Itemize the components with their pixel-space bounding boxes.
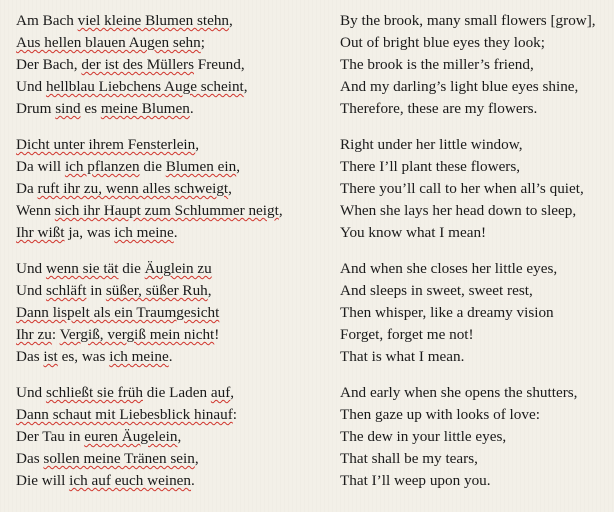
german-verse-line [16,200,283,222]
german-verse-line [16,426,283,448]
verse-text: die [139,158,166,175]
verse-text: Das [16,450,44,467]
spellcheck-flagged-text[interactable]: Vergiß, vergiß mein nicht [59,326,215,343]
spellcheck-flagged-text[interactable]: ich meine [114,224,174,241]
spellcheck-flagged-text[interactable]: Aus hellen blauen Augen sehn [16,34,201,51]
verse-text: . [168,348,173,365]
spellcheck-flagged-text[interactable]: ich meine [109,348,169,365]
english-verse-line: Out of bright blue eyes they look; [340,34,545,51]
spellcheck-flagged-text[interactable]: wenn sie tät [45,260,119,277]
german-verse-line [16,54,283,76]
german-verse-line [16,324,283,346]
spellcheck-flagged-text[interactable]: sich ihr Haupt zum Schlummer neigt [54,202,279,219]
verse-text: , [194,450,199,467]
english-stanza [340,10,596,120]
english-translation-column[interactable] [340,10,596,506]
spellcheck-flagged-text[interactable]: sollen meine Tränen sein [43,450,195,467]
verse-text: , [228,180,232,197]
spellcheck-flagged-text[interactable]: süßer, süßer Ruh [105,282,208,299]
spellcheck-flagged-text[interactable]: Ihr wißt [16,224,65,241]
verse-text: die [118,260,145,277]
verse-text: , [278,202,283,219]
spellcheck-flagged-text[interactable]: Dann lispelt als ein Traumgesicht [16,304,220,321]
english-verse-line: You know what I mean! [340,224,487,241]
verse-text: , [243,78,248,95]
german-verse-line [16,222,283,244]
spellcheck-flagged-text[interactable]: ruft ihr zu, wenn alles schweigt [37,180,229,197]
english-stanza [340,134,596,244]
verse-text: ! [214,326,220,343]
verse-text: , [195,136,200,153]
german-stanza [16,258,283,368]
spellcheck-flagged-text[interactable]: meine Blumen [100,100,190,117]
verse-text: Und [16,78,46,95]
verse-text: es [80,100,101,117]
german-verse-line [16,10,283,32]
spellcheck-flagged-text[interactable]: ich pflanzen [64,158,140,175]
german-verse-line [16,156,283,178]
spellcheck-flagged-text[interactable]: der ist des Müllers [81,56,194,73]
verse-text: ; [200,34,205,51]
english-verse-line: The brook is the miller’s friend, [340,56,534,73]
verse-text: Und [16,260,46,277]
german-verse-line [16,382,283,404]
english-verse-line: Therefore, these are my flowers. [340,100,538,117]
verse-text: Das [16,348,44,365]
verse-text: Freund, [194,56,245,73]
english-verse-line: Forget, forget me not! [340,326,474,343]
spellcheck-flagged-text[interactable]: Ihr zu [16,326,52,343]
verse-text: Da will [16,158,65,175]
spellcheck-flagged-text[interactable]: Äuglein zu [144,260,212,277]
german-verse-line [16,346,283,368]
verse-text: Da [16,180,38,197]
german-verse-line [16,178,283,200]
verse-text: ja, was [64,224,115,241]
german-stanza [16,382,283,492]
verse-text: . [189,100,194,117]
verse-text: . [191,472,195,489]
spellcheck-flagged-text[interactable]: schläft [45,282,87,299]
spellcheck-flagged-text[interactable]: schließt sie früh [45,384,143,401]
spellcheck-flagged-text[interactable]: ist [43,348,58,365]
english-verse-line: That I’ll weep upon you. [340,472,491,489]
verse-text: , [230,384,235,401]
german-verse-line [16,280,283,302]
english-verse-line: And when she closes her little eyes, [340,260,558,277]
german-verse-line [16,32,283,54]
english-verse-line: Then whisper, like a dreamy vision [340,304,554,321]
german-text-column[interactable] [16,10,283,506]
spellcheck-flagged-text[interactable]: euren Äugelein [84,428,178,445]
verse-text: Und [16,282,46,299]
verse-text: Am Bach [16,12,78,29]
german-verse-line [16,302,283,324]
english-verse-line: And my darling’s light blue eyes shine, [340,78,579,95]
german-verse-line [16,448,283,470]
verse-text: , [207,282,212,299]
verse-text: Der Bach, [16,56,82,73]
spellcheck-flagged-text[interactable]: Dann schaut mit Liebesblick hinauf [16,406,233,423]
english-verse-line: And sleeps in sweet, sweet rest, [340,282,533,299]
german-stanza [16,134,283,244]
german-stanza [16,10,283,120]
german-verse-line [16,470,283,492]
english-verse-line: That shall be my tears, [340,450,478,467]
verse-text: Drum [16,100,56,117]
verse-text: Und [16,384,46,401]
english-verse-line: There you’ll call to her when all’s quiet, [340,180,584,197]
english-verse-line: By the brook, many small flowers [grow], [340,12,596,29]
verse-text: : [232,406,238,423]
spellcheck-flagged-text[interactable]: Blumen ein [165,158,237,175]
spellcheck-flagged-text[interactable]: sind [55,100,81,117]
spellcheck-flagged-text[interactable]: Dicht unter ihrem Fensterlein [16,136,196,153]
english-verse-line: Then gaze up with looks of love: [340,406,540,423]
spellcheck-flagged-text[interactable]: ich auf euch weinen [69,472,192,489]
verse-text: in [86,282,106,299]
german-verse-line [16,404,283,426]
verse-text: Wenn [16,202,55,219]
verse-text: Die will [16,472,70,489]
english-stanza [340,382,596,492]
english-verse-line: When she lays her head down to sleep, [340,202,577,219]
english-verse-line: And early when she opens the shutters, [340,384,578,401]
verse-text: Der Tau in [16,428,85,445]
english-verse-line: Right under her little window, [340,136,523,153]
english-verse-line: The dew in your little eyes, [340,428,507,445]
spellcheck-flagged-text[interactable]: hellblau Liebchens Auge scheint [45,78,244,95]
verse-text: , [229,12,233,29]
verse-text: es, was [57,348,110,365]
verse-text: : [51,326,60,343]
verse-text: , [236,158,240,175]
spellcheck-flagged-text[interactable]: auf [210,384,231,401]
german-verse-line [16,76,283,98]
german-verse-line [16,98,283,120]
verse-text: , [177,428,182,445]
german-verse-line [16,258,283,280]
german-verse-line [16,134,283,156]
english-verse-line: That is what I mean. [340,348,465,365]
verse-text: . [173,224,178,241]
english-verse-line: There I’ll plant these flowers, [340,158,521,175]
english-stanza [340,258,596,368]
verse-text: die Laden [142,384,211,401]
spellcheck-flagged-text[interactable]: viel kleine Blumen stehn [77,12,230,29]
